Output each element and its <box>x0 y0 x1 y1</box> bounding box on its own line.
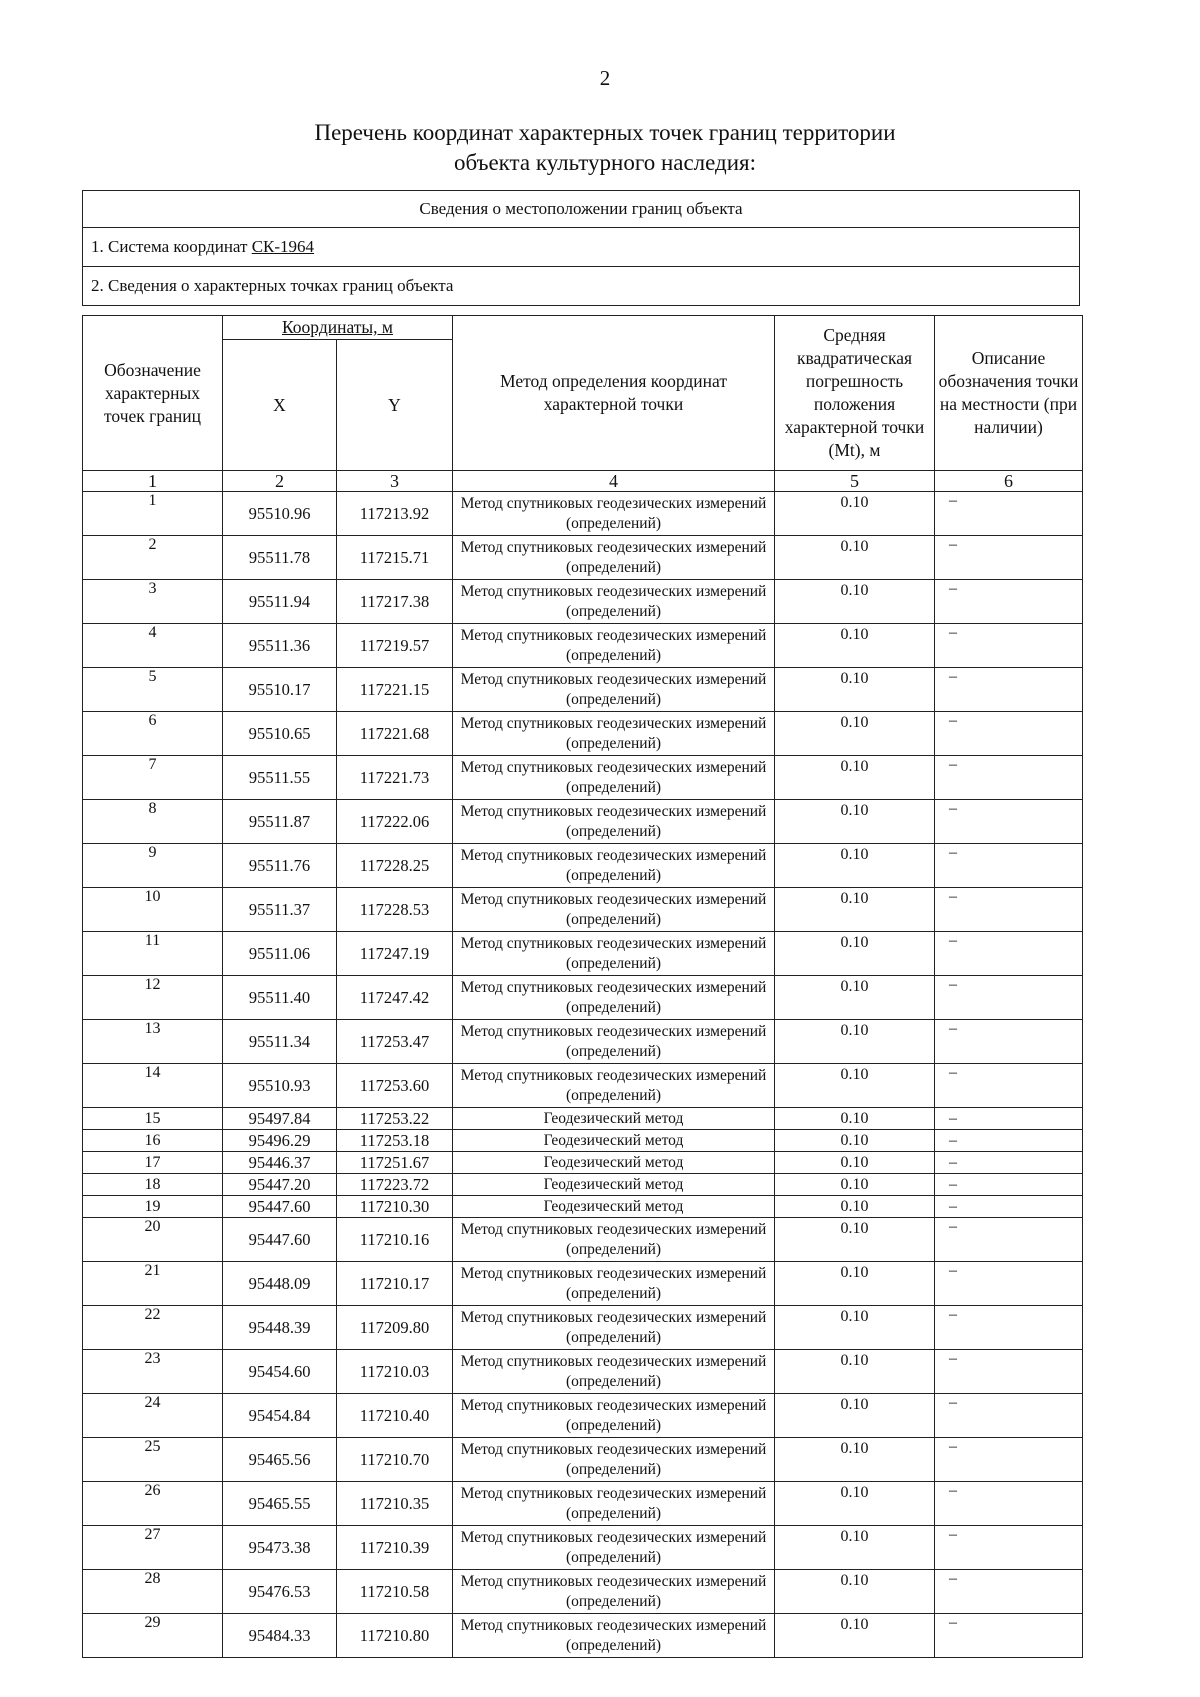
table-row <box>83 1218 1083 1262</box>
coord-x: 95511.40 <box>223 976 337 1020</box>
method: Метод спутниковых геодезических измерений (определений) <box>453 1218 775 1262</box>
method: Метод спутниковых геодезических измерений (определений) <box>453 624 775 668</box>
method: Метод спутниковых геодезических измерений (определений) <box>453 844 775 888</box>
table-row <box>83 1020 1083 1064</box>
coord-x: 95476.53 <box>223 1570 337 1614</box>
description: – <box>935 712 1083 756</box>
coord-x: 95454.84 <box>223 1394 337 1438</box>
description: – <box>935 1526 1083 1570</box>
coord-system-row <box>83 228 1080 267</box>
description: – <box>935 1438 1083 1482</box>
method: Метод спутниковых геодезических измерений (определений) <box>453 888 775 932</box>
coord-y: 117253.47 <box>337 1020 453 1064</box>
coord-x: 95511.87 <box>223 800 337 844</box>
method: Геодезический метод <box>453 1196 775 1218</box>
error-value: 0.10 <box>775 932 935 976</box>
description: – <box>935 1394 1083 1438</box>
error-value: 0.10 <box>775 1152 935 1174</box>
error-value: 0.10 <box>775 1350 935 1394</box>
description: – <box>935 844 1083 888</box>
document-title <box>0 118 1200 178</box>
coord-y: 117221.68 <box>337 712 453 756</box>
point-number: 14 <box>83 1064 223 1108</box>
method: Метод спутниковых геодезических измерений (определений) <box>453 668 775 712</box>
coord-x: 95465.56 <box>223 1438 337 1482</box>
method: Метод спутниковых геодезических измерений (определений) <box>453 1526 775 1570</box>
description: – <box>935 1196 1083 1218</box>
point-number: 23 <box>83 1350 223 1394</box>
point-number: 19 <box>83 1196 223 1218</box>
method: Метод спутниковых геодезических измерений (определений) <box>453 1306 775 1350</box>
column-index: 1 <box>83 471 223 492</box>
coord-y: 117228.53 <box>337 888 453 932</box>
coord-x: 95496.29 <box>223 1130 337 1152</box>
error-value: 0.10 <box>775 888 935 932</box>
description: – <box>935 1570 1083 1614</box>
method: Геодезический метод <box>453 1130 775 1152</box>
error-value: 0.10 <box>775 1614 935 1658</box>
point-number: 9 <box>83 844 223 888</box>
error-value: 0.10 <box>775 536 935 580</box>
coord-y: 117219.57 <box>337 624 453 668</box>
description: – <box>935 888 1083 932</box>
points-heading: 2. Сведения о характерных точках границ объекта <box>83 267 1080 306</box>
coord-y: 117210.70 <box>337 1438 453 1482</box>
table-row <box>83 1614 1083 1658</box>
point-number: 1 <box>83 492 223 536</box>
coord-x: 95511.06 <box>223 932 337 976</box>
method: Метод спутниковых геодезических измерений (определений) <box>453 1570 775 1614</box>
description: – <box>935 800 1083 844</box>
error-value: 0.10 <box>775 580 935 624</box>
table-row <box>83 800 1083 844</box>
coord-y: 117210.17 <box>337 1262 453 1306</box>
description: – <box>935 1350 1083 1394</box>
coord-x: 95511.37 <box>223 888 337 932</box>
description: – <box>935 1482 1083 1526</box>
coord-y: 117210.30 <box>337 1196 453 1218</box>
description: – <box>935 976 1083 1020</box>
coord-y: 117210.03 <box>337 1350 453 1394</box>
error-value: 0.10 <box>775 1108 935 1130</box>
coord-y: 117217.38 <box>337 580 453 624</box>
error-value: 0.10 <box>775 800 935 844</box>
error-value: 0.10 <box>775 1526 935 1570</box>
header-coords-label: Координаты, м <box>282 317 393 337</box>
table-row <box>83 1130 1083 1152</box>
table-row <box>83 1196 1083 1218</box>
table-row <box>83 492 1083 536</box>
description: – <box>935 1064 1083 1108</box>
coord-x: 95511.36 <box>223 624 337 668</box>
point-number: 24 <box>83 1394 223 1438</box>
description: – <box>935 624 1083 668</box>
coord-y: 117247.19 <box>337 932 453 976</box>
description: – <box>935 580 1083 624</box>
coord-y: 117251.67 <box>337 1152 453 1174</box>
error-value: 0.10 <box>775 1174 935 1196</box>
coord-x: 95484.33 <box>223 1614 337 1658</box>
coord-y: 117221.15 <box>337 668 453 712</box>
error-value: 0.10 <box>775 1064 935 1108</box>
table-row <box>83 668 1083 712</box>
error-value: 0.10 <box>775 1306 935 1350</box>
error-value: 0.10 <box>775 1570 935 1614</box>
coord-x: 95511.55 <box>223 756 337 800</box>
point-number: 26 <box>83 1482 223 1526</box>
coord-x: 95448.39 <box>223 1306 337 1350</box>
point-number: 18 <box>83 1174 223 1196</box>
method: Геодезический метод <box>453 1174 775 1196</box>
column-index: 3 <box>337 471 453 492</box>
description: – <box>935 1108 1083 1130</box>
coord-system-value: СК-1964 <box>251 237 315 256</box>
title-line-1: Перечень координат характерных точек границ территории <box>314 120 896 145</box>
method: Метод спутниковых геодезических измерений (определений) <box>453 932 775 976</box>
table-row <box>83 1262 1083 1306</box>
coord-y: 117210.40 <box>337 1394 453 1438</box>
point-number: 12 <box>83 976 223 1020</box>
point-number: 21 <box>83 1262 223 1306</box>
point-number: 2 <box>83 536 223 580</box>
coord-y: 117210.80 <box>337 1614 453 1658</box>
header-x: X <box>223 340 337 471</box>
coord-x: 95510.17 <box>223 668 337 712</box>
description: – <box>935 492 1083 536</box>
description: – <box>935 1152 1083 1174</box>
point-number: 27 <box>83 1526 223 1570</box>
description: – <box>935 1130 1083 1152</box>
method: Метод спутниковых геодезических измерений (определений) <box>453 1482 775 1526</box>
coord-y: 117253.18 <box>337 1130 453 1152</box>
coord-x: 95447.20 <box>223 1174 337 1196</box>
table-row <box>83 976 1083 1020</box>
description: – <box>935 668 1083 712</box>
method: Метод спутниковых геодезических измерений (определений) <box>453 976 775 1020</box>
table-row <box>83 1438 1083 1482</box>
section-title: Сведения о местоположении границ объекта <box>83 191 1080 228</box>
title-line-2: объекта культурного наследия: <box>453 150 757 175</box>
coord-x: 95510.96 <box>223 492 337 536</box>
error-value: 0.10 <box>775 1130 935 1152</box>
point-number: 17 <box>83 1152 223 1174</box>
method: Метод спутниковых геодезических измерений (определений) <box>453 1394 775 1438</box>
coord-y: 117253.22 <box>337 1108 453 1130</box>
coord-y: 117221.73 <box>337 756 453 800</box>
column-index: 6 <box>935 471 1083 492</box>
method: Метод спутниковых геодезических измерений (определений) <box>453 492 775 536</box>
point-number: 11 <box>83 932 223 976</box>
description: – <box>935 932 1083 976</box>
description: – <box>935 1218 1083 1262</box>
header-coords <box>223 316 453 340</box>
error-value: 0.10 <box>775 976 935 1020</box>
table-row <box>83 1306 1083 1350</box>
coord-y: 117210.35 <box>337 1482 453 1526</box>
point-number: 16 <box>83 1130 223 1152</box>
coord-x: 95473.38 <box>223 1526 337 1570</box>
point-number: 8 <box>83 800 223 844</box>
method: Метод спутниковых геодезических измерений (определений) <box>453 1438 775 1482</box>
coord-y: 117222.06 <box>337 800 453 844</box>
table-row <box>83 712 1083 756</box>
point-number: 28 <box>83 1570 223 1614</box>
coord-x: 95465.55 <box>223 1482 337 1526</box>
coord-system-label: 1. Система координат <box>91 237 252 256</box>
coord-x: 95511.34 <box>223 1020 337 1064</box>
error-value: 0.10 <box>775 712 935 756</box>
method: Метод спутниковых геодезических измерений (определений) <box>453 1064 775 1108</box>
page-number: 2 <box>599 66 611 90</box>
coord-y: 117213.92 <box>337 492 453 536</box>
point-number: 10 <box>83 888 223 932</box>
table-row <box>83 1526 1083 1570</box>
point-number: 22 <box>83 1306 223 1350</box>
method: Метод спутниковых геодезических измерений (определений) <box>453 756 775 800</box>
error-value: 0.10 <box>775 756 935 800</box>
coord-y: 117228.25 <box>337 844 453 888</box>
method: Метод спутниковых геодезических измерений (определений) <box>453 536 775 580</box>
location-info-table <box>82 190 1080 306</box>
column-index: 4 <box>453 471 775 492</box>
column-index: 2 <box>223 471 337 492</box>
description: – <box>935 756 1083 800</box>
coord-x: 95510.93 <box>223 1064 337 1108</box>
coord-x: 95497.84 <box>223 1108 337 1130</box>
table-row <box>83 756 1083 800</box>
table-row <box>83 1482 1083 1526</box>
coord-x: 95448.09 <box>223 1262 337 1306</box>
point-number: 7 <box>83 756 223 800</box>
coord-x: 95511.76 <box>223 844 337 888</box>
point-number: 5 <box>83 668 223 712</box>
error-value: 0.10 <box>775 1438 935 1482</box>
description: – <box>935 1174 1083 1196</box>
description: – <box>935 1306 1083 1350</box>
header-description: Описание обозначения точки на местности (при наличии) <box>935 316 1083 471</box>
description: – <box>935 536 1083 580</box>
point-number: 25 <box>83 1438 223 1482</box>
method: Метод спутниковых геодезических измерений (определений) <box>453 1262 775 1306</box>
error-value: 0.10 <box>775 1196 935 1218</box>
coord-x: 95447.60 <box>223 1196 337 1218</box>
point-number: 29 <box>83 1614 223 1658</box>
table-row <box>83 580 1083 624</box>
coord-x: 95511.78 <box>223 536 337 580</box>
method: Метод спутниковых геодезических измерений (определений) <box>453 1020 775 1064</box>
table-row <box>83 1394 1083 1438</box>
coord-x: 95454.60 <box>223 1350 337 1394</box>
column-index-row <box>83 471 1083 492</box>
table-row <box>83 844 1083 888</box>
point-number: 20 <box>83 1218 223 1262</box>
table-row <box>83 624 1083 668</box>
coord-y: 117209.80 <box>337 1306 453 1350</box>
coord-x: 95446.37 <box>223 1152 337 1174</box>
method: Геодезический метод <box>453 1108 775 1130</box>
method: Метод спутниковых геодезических измерений (определений) <box>453 800 775 844</box>
points-table <box>82 315 1083 1658</box>
point-number: 15 <box>83 1108 223 1130</box>
point-number: 4 <box>83 624 223 668</box>
method: Метод спутниковых геодезических измерений (определений) <box>453 1614 775 1658</box>
error-value: 0.10 <box>775 668 935 712</box>
method: Метод спутниковых геодезических измерений (определений) <box>453 712 775 756</box>
error-value: 0.10 <box>775 624 935 668</box>
error-value: 0.10 <box>775 1020 935 1064</box>
description: – <box>935 1262 1083 1306</box>
coord-x: 95510.65 <box>223 712 337 756</box>
error-value: 0.10 <box>775 492 935 536</box>
column-index: 5 <box>775 471 935 492</box>
table-row <box>83 1570 1083 1614</box>
point-number: 3 <box>83 580 223 624</box>
table-row <box>83 888 1083 932</box>
table-row <box>83 1174 1083 1196</box>
error-value: 0.10 <box>775 1218 935 1262</box>
header-method: Метод определения координат характерной точки <box>453 316 775 471</box>
table-row <box>83 1064 1083 1108</box>
table-row <box>83 1152 1083 1174</box>
error-value: 0.10 <box>775 844 935 888</box>
coord-y: 117210.58 <box>337 1570 453 1614</box>
coord-y: 117253.60 <box>337 1064 453 1108</box>
description: – <box>935 1020 1083 1064</box>
error-value: 0.10 <box>775 1394 935 1438</box>
point-number: 6 <box>83 712 223 756</box>
header-error-label: Средняя квадратическая погрешность положения характерной точки (Mt), м <box>784 325 925 460</box>
coord-x: 95447.60 <box>223 1218 337 1262</box>
description: – <box>935 1614 1083 1658</box>
table-row <box>83 1350 1083 1394</box>
point-number: 13 <box>83 1020 223 1064</box>
coord-y: 117223.72 <box>337 1174 453 1196</box>
table-row <box>83 932 1083 976</box>
header-y: Y <box>337 340 453 471</box>
table-row <box>83 1108 1083 1130</box>
error-value: 0.10 <box>775 1262 935 1306</box>
coord-y: 117210.39 <box>337 1526 453 1570</box>
coord-y: 117247.42 <box>337 976 453 1020</box>
coord-y: 117210.16 <box>337 1218 453 1262</box>
method: Геодезический метод <box>453 1152 775 1174</box>
method: Метод спутниковых геодезических измерений (определений) <box>453 580 775 624</box>
coord-x: 95511.94 <box>223 580 337 624</box>
method: Метод спутниковых геодезических измерений (определений) <box>453 1350 775 1394</box>
header-point: Обозначение характерных точек границ <box>83 316 223 471</box>
coord-y: 117215.71 <box>337 536 453 580</box>
table-row <box>83 536 1083 580</box>
header-error <box>775 316 935 471</box>
error-value: 0.10 <box>775 1482 935 1526</box>
